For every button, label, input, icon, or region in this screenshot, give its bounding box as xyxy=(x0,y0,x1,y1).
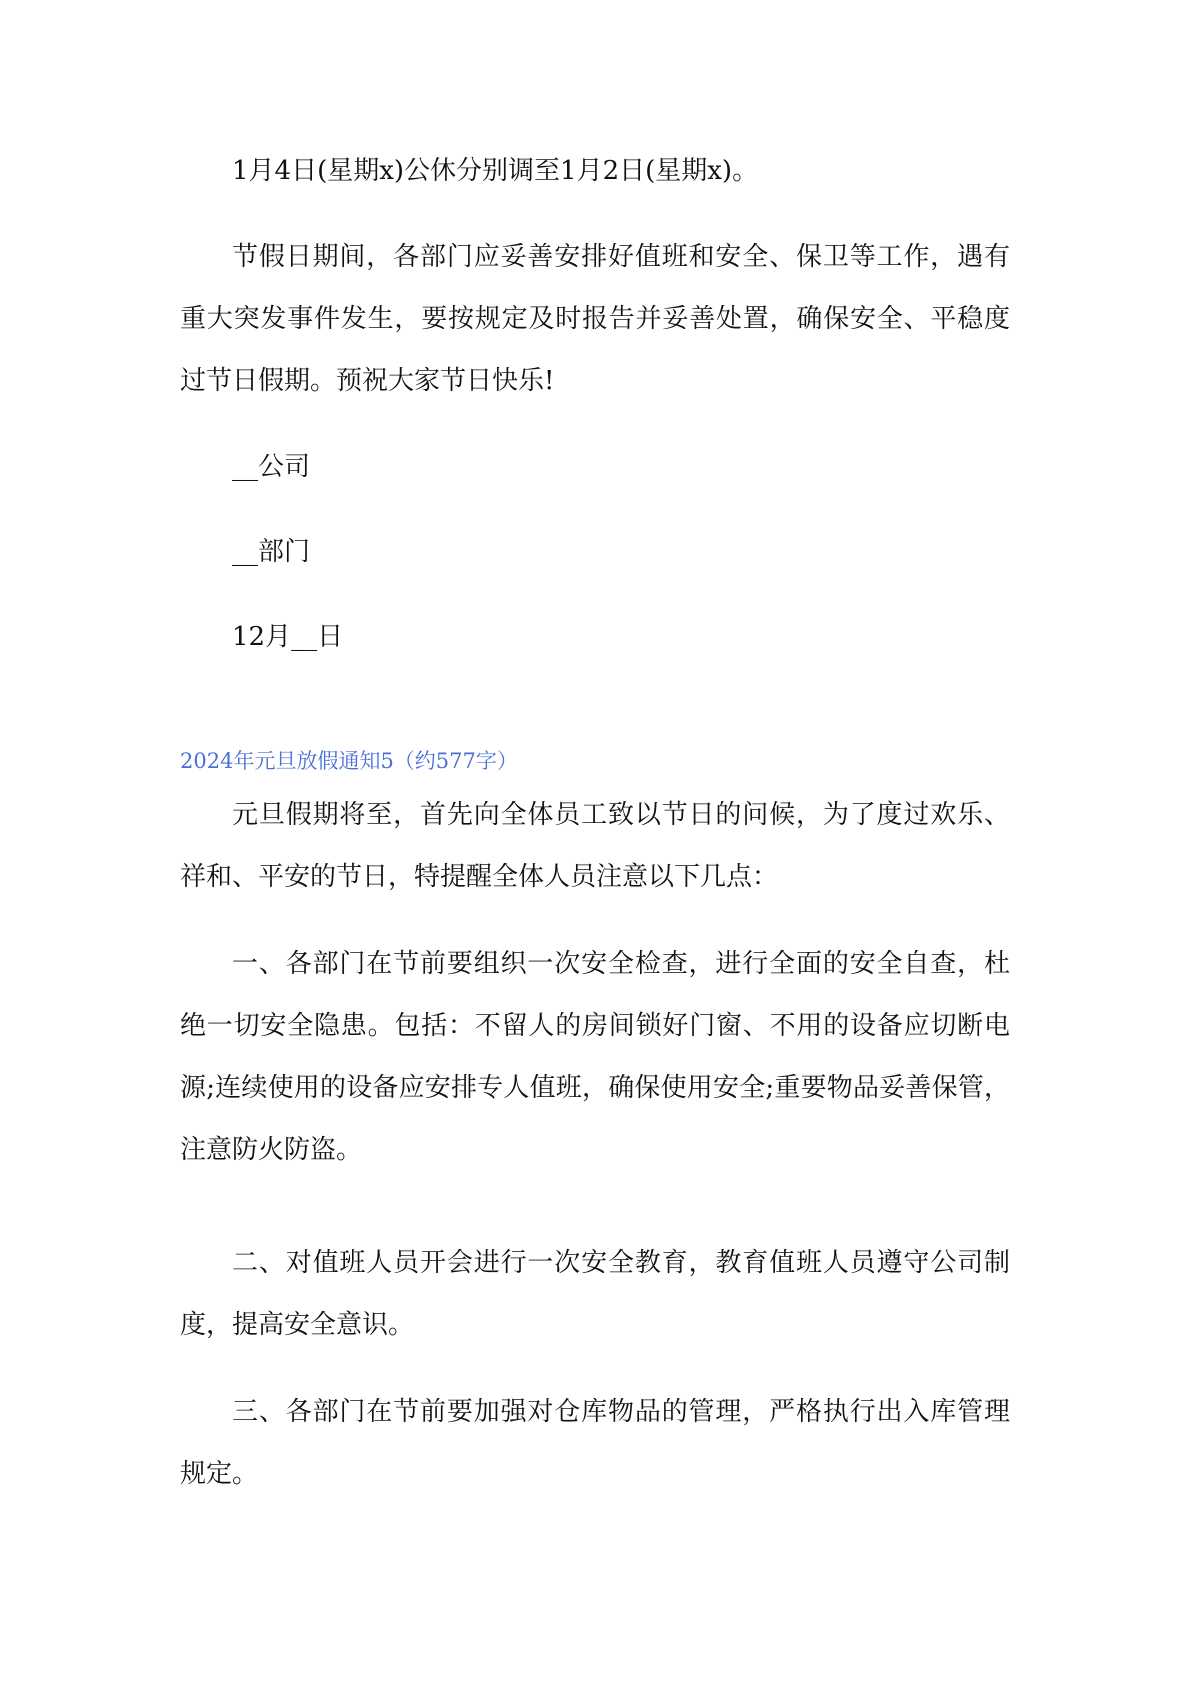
section-heading-link[interactable]: 2024年元旦放假通知5（约577字） xyxy=(180,749,518,773)
paragraph-duty-arrangement: 节假日期间，各部门应妥善安排好值班和安全、保卫等工作，遇有重大突发事件发生，要按规定及时报告并妥善处置，确保安全、平稳度过节日假期。预祝大家节日快乐! xyxy=(180,242,1010,396)
signature-date: 12月__日 xyxy=(232,622,344,652)
paragraph-point-three: 三、各部门在节前要加强对仓库物品的管理，严格执行出入库管理规定。 xyxy=(180,1397,1010,1489)
paragraph-point-one: 一、各部门在节前要组织一次安全检查，进行全面的安全自查，杜绝一切安全隐患。包括：不留人的房间锁好门窗、不用的设备应切断电源;连续使用的设备应安排专人值班，确保使用安全;重要物品妥善保管，注意防火防盗。 xyxy=(180,949,1010,1165)
signature-department: __部门 xyxy=(232,537,311,567)
paragraph-point-two: 二、对值班人员开会进行一次安全教育，教育值班人员遵守公司制度，提高安全意识。 xyxy=(180,1248,1010,1340)
signature-company: __公司 xyxy=(232,452,311,482)
paragraph-greeting: 元旦假期将至，首先向全体员工致以节日的问候，为了度过欢乐、祥和、平安的节日，特提醒全体人员注意以下几点： xyxy=(180,800,1010,892)
paragraph-holiday-adjustment: 1月4日(星期x)公休分别调至1月2日(星期x)。 xyxy=(232,156,759,186)
